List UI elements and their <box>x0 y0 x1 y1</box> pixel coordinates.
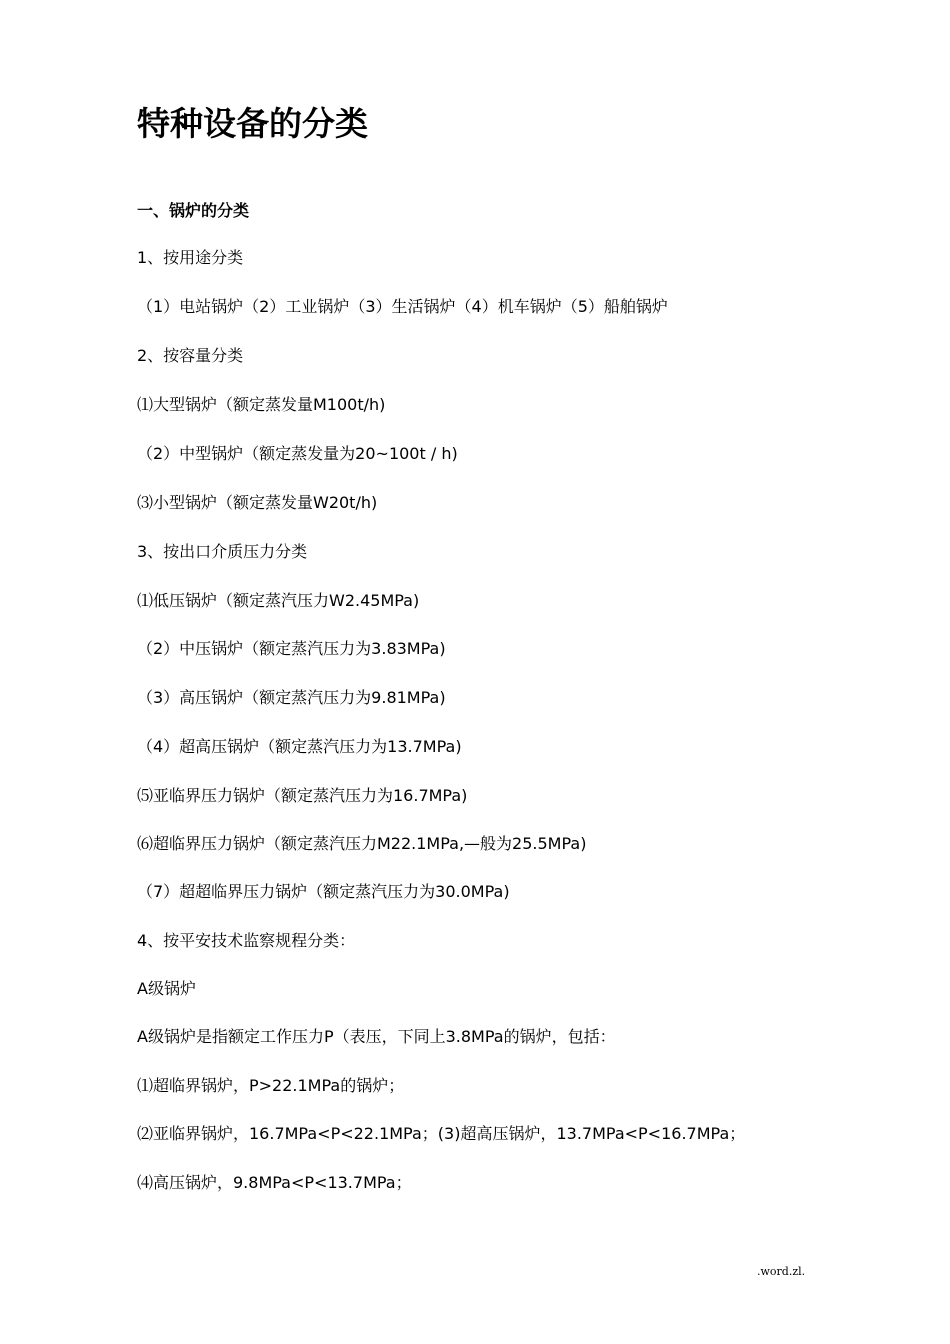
list-item: （7）超超临界压力锅炉（额定蒸汽压力为30.0MPa) <box>137 882 510 901</box>
list-item: （2）中压锅炉（额定蒸汽压力为3.83MPa) <box>137 639 446 658</box>
section-heading: 一、锅炉的分类 <box>137 201 250 220</box>
subsection-by-use: 1、按用途分类 <box>137 248 244 267</box>
list-item: （2）中型锅炉（额定蒸发量为20~100t / h) <box>137 444 458 463</box>
list-item: （4）超高压锅炉（额定蒸汽压力为13.7MPa) <box>137 737 462 756</box>
list-item: ⑴超临界锅炉，P>22.1MPa的锅炉； <box>137 1076 405 1095</box>
list-item: ⑷高压锅炉，9.8MPa<P<13.7MPa； <box>137 1173 412 1192</box>
list-item: （3）高压锅炉（额定蒸汽压力为9.81MPa) <box>137 688 446 707</box>
page-footer: .word.zl. <box>757 1265 806 1278</box>
list-item: ⑶小型锅炉（额定蒸发量W20t/h) <box>137 493 378 512</box>
subsection-by-capacity: 2、按容量分类 <box>137 346 244 365</box>
list-item: ⑹超临界压力锅炉（额定蒸汽压力M22.1MPa,—般为25.5MPa) <box>137 834 587 853</box>
list-item: ⑸亚临界压力锅炉（额定蒸汽压力为16.7MPa) <box>137 786 468 805</box>
class-a-heading: A级锅炉 <box>137 979 196 998</box>
subsection-by-pressure: 3、按出口介质压力分类 <box>137 542 308 561</box>
list-item: （1）电站锅炉（2）工业锅炉（3）生活锅炉（4）机车锅炉（5）船舶锅炉 <box>137 297 668 316</box>
list-item: ⑵亚临界锅炉，16.7MPa<P<22.1MPa；(3)超高压锅炉，13.7MPa<P<16.7MPa； <box>137 1124 746 1143</box>
list-item: ⑴低压锅炉（额定蒸汽压力W2.45MPa) <box>137 591 420 610</box>
page-title: 特种设备的分类 <box>137 104 368 143</box>
class-a-description: A级锅炉是指额定工作压力P（表压，下同上3.8MPa的锅炉，包括： <box>137 1027 616 1046</box>
list-item: ⑴大型锅炉（额定蒸发量M100t/h) <box>137 395 386 414</box>
subsection-by-regulation: 4、按平安技术监察规程分类： <box>137 931 356 950</box>
